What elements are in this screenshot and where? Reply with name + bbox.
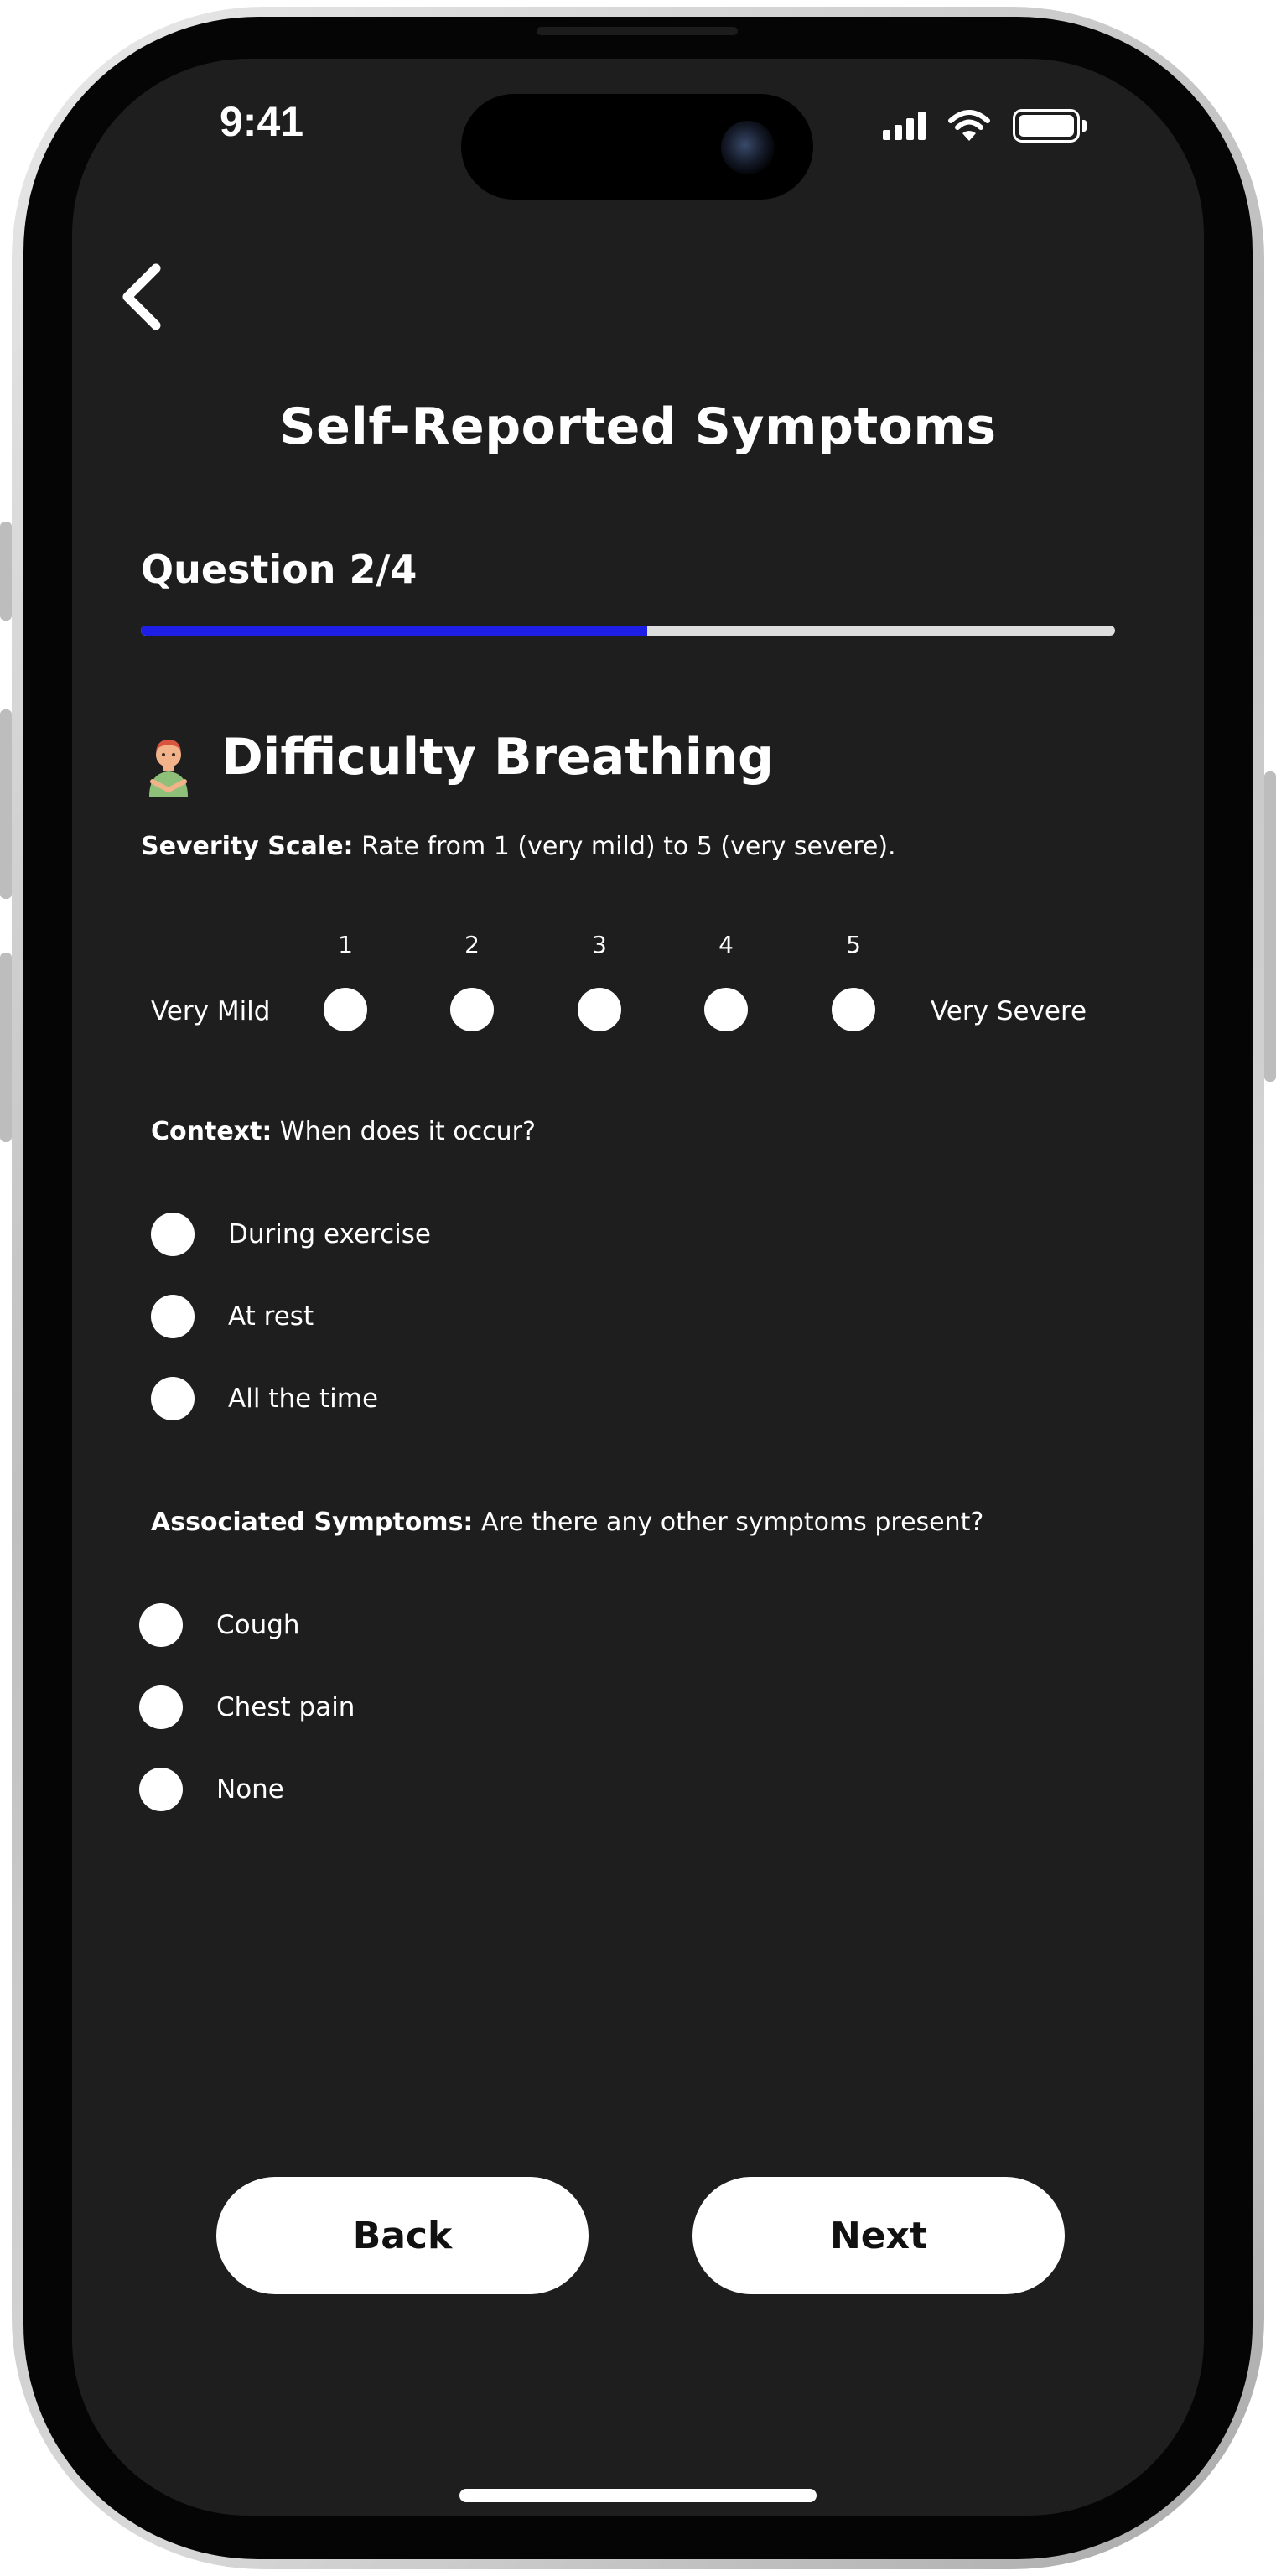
associated-option-label[interactable]: Chest pain: [216, 1692, 355, 1722]
page-title: Self-Reported Symptoms: [279, 397, 997, 456]
associated-question: [151, 1508, 983, 1537]
context-radio-at-rest[interactable]: [151, 1295, 195, 1338]
home-indicator[interactable]: [459, 2489, 817, 2502]
associated-lead: Associated Symptoms:: [151, 1508, 474, 1537]
scale-number-4: 4: [718, 931, 734, 958]
person-breathing-emoji-icon: [141, 735, 196, 798]
front-camera-icon: [721, 121, 775, 174]
associated-text: Are there any other symptoms present?: [473, 1508, 984, 1537]
power-button: [1264, 771, 1276, 1082]
action-button: [0, 522, 12, 621]
back-button[interactable]: Back: [216, 2177, 589, 2294]
symptom-title: Difficulty Breathing: [221, 728, 774, 787]
scale-number-3: 3: [592, 931, 607, 958]
severity-lead: Severity Scale:: [141, 832, 354, 861]
progress-bar: [141, 626, 1115, 636]
severity-radio-5[interactable]: [832, 988, 875, 1031]
associated-radio-none[interactable]: [139, 1768, 183, 1811]
associated-option-label[interactable]: None: [216, 1774, 284, 1805]
context-radio-during-exercise[interactable]: [151, 1213, 195, 1256]
scale-number-5: 5: [846, 931, 861, 958]
associated-radio-cough[interactable]: [139, 1603, 183, 1647]
status-time: 9:41: [220, 98, 304, 145]
severity-radio-4[interactable]: [704, 988, 748, 1031]
severity-radio-3[interactable]: [578, 988, 621, 1031]
volume-down-button: [0, 953, 12, 1142]
context-radio-all-the-time[interactable]: [151, 1377, 195, 1420]
cellular-signal-icon: [883, 112, 926, 140]
severity-text: Rate from 1 (very mild) to 5 (very severe).: [353, 832, 896, 861]
scale-number-1: 1: [338, 931, 353, 958]
chevron-left-icon[interactable]: [109, 257, 176, 337]
severity-radio-1[interactable]: [324, 988, 367, 1031]
next-button[interactable]: Next: [692, 2177, 1065, 2294]
context-option-label[interactable]: During exercise: [228, 1219, 431, 1249]
scale-max-label: Very Severe: [931, 996, 1087, 1026]
context-option-label[interactable]: At rest: [228, 1301, 314, 1332]
earpiece-speaker: [537, 27, 738, 35]
progress-bar-fill: [141, 626, 647, 636]
severity-description: [141, 832, 896, 861]
status-icons: [883, 107, 1087, 144]
battery-icon: [1013, 109, 1087, 143]
scale-number-2: 2: [464, 931, 480, 958]
context-question: [151, 1117, 536, 1146]
app-screen: [72, 59, 1204, 2516]
dynamic-island: [461, 94, 813, 200]
severity-radio-2[interactable]: [450, 988, 494, 1031]
volume-up-button: [0, 709, 12, 899]
question-counter: Question 2/4: [141, 547, 418, 592]
associated-option-label[interactable]: Cough: [216, 1610, 300, 1640]
wifi-icon: [947, 109, 991, 143]
scale-min-label: Very Mild: [151, 996, 271, 1026]
context-option-label[interactable]: All the time: [228, 1384, 379, 1414]
context-text: When does it occur?: [272, 1117, 536, 1146]
context-lead: Context:: [151, 1117, 272, 1146]
associated-radio-chest-pain[interactable]: [139, 1685, 183, 1729]
